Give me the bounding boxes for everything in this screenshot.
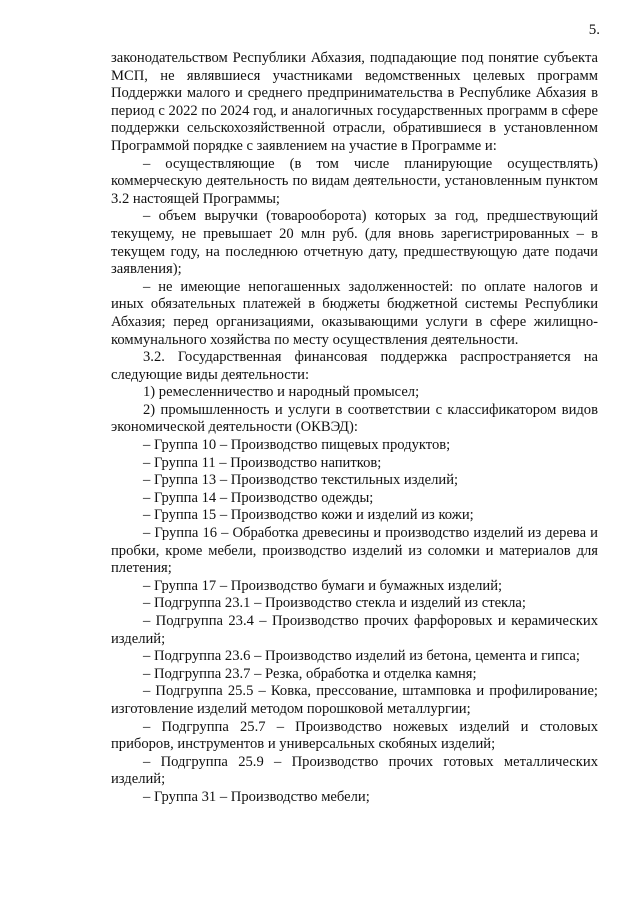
paragraph: – Подгруппа 23.6 – Производство изделий из бетона, цемента и гипса; [143,648,580,665]
paragraph: – объем выручки (товарооборота) которых за год, предшествующий текущему, не превышает 20 млн руб. (для вновь зарегистрированных – в текущем году, на последнюю отчетную дату, предшествующую дате подачи заявления); [111,208,598,278]
paragraph: – не имеющие непогашенных задолженностей: по оплате налогов и иных обязательных платежей в бюджеты бюджетной системы Республики Абхазия; перед организациями, оказывающими услуги в сфере жилищно-коммунального хозяйства по месту осуществления деятельности. [111,278,598,348]
paragraph: 3.2. Государственная финансовая поддержка распространяется на следующие виды деятельности: [111,349,598,383]
paragraph: – Подгруппа 23.7 – Резка, обработка и отделка камня; [143,665,477,682]
paragraph: – Группа 13 – Производство текстильных изделий; [143,472,459,489]
paragraph: – Подгруппа 23.4 – Производство прочих фарфоровых и керамических изделий; [111,613,598,647]
paragraph: – Группа 11 – Производство напитков; [143,454,382,471]
paragraph: законодательством Республики Абхазия, подпадающие под понятие субъекта МСП, не являвшиеся участниками ведомственных целевых программ Поддержки малого и среднего предпринимательства в Республике Абхазия в период с 2022 по 2024 год, и аналогичных государственных программ в сфере поддержки сельскохозяйственной отрасли, обратившиеся в установленном Программой порядке с заявлением на участие в Программе и: [111,50,598,154]
paragraph: – Подгруппа 25.7 – Производство ножевых изделий и столовых приборов, инструментов и универсальных скобяных изделий; [111,718,598,753]
paragraph: – Группа 31 – Производство мебели; [143,788,370,805]
paragraph: – Подгруппа 23.1 – Производство стекла и изделий из стекла; [143,595,526,612]
body-text [111,50,598,807]
paragraph: – осуществляющие (в том числе планирующие осуществлять) коммерческую деятельность по видам деятельности, установленным пунктом 3.2 настоящей Программы; [111,155,598,207]
paragraph: 2) промышленность и услуги в соответствии с классификатором видов экономической деятельности (ОКВЭД): [111,401,598,436]
page-number: 5. [588,22,600,38]
paragraph: – Подгруппа 25.5 – Ковка, прессование, штамповка и профилирование; изготовление изделий методом порошковой металлургии; [111,683,598,717]
paragraph: – Группа 14 – Производство одежды; [143,489,374,506]
paragraph: – Подгруппа 25.9 – Производство прочих готовых металлических изделий; [111,753,598,788]
paragraph: – Группа 17 – Производство бумаги и бумажных изделий; [143,577,503,594]
paragraph: – Группа 10 – Производство пищевых продуктов; [143,437,451,454]
paragraph: – Группа 15 – Производство кожи и изделий из кожи; [143,507,474,524]
paragraph: – Группа 16 – Обработка древесины и производство изделий из дерева и пробки, кроме мебели, производство изделий из соломки и материалов для плетения; [111,525,598,577]
paragraph: 1) ремесленничество и народный промысел; [143,384,420,401]
